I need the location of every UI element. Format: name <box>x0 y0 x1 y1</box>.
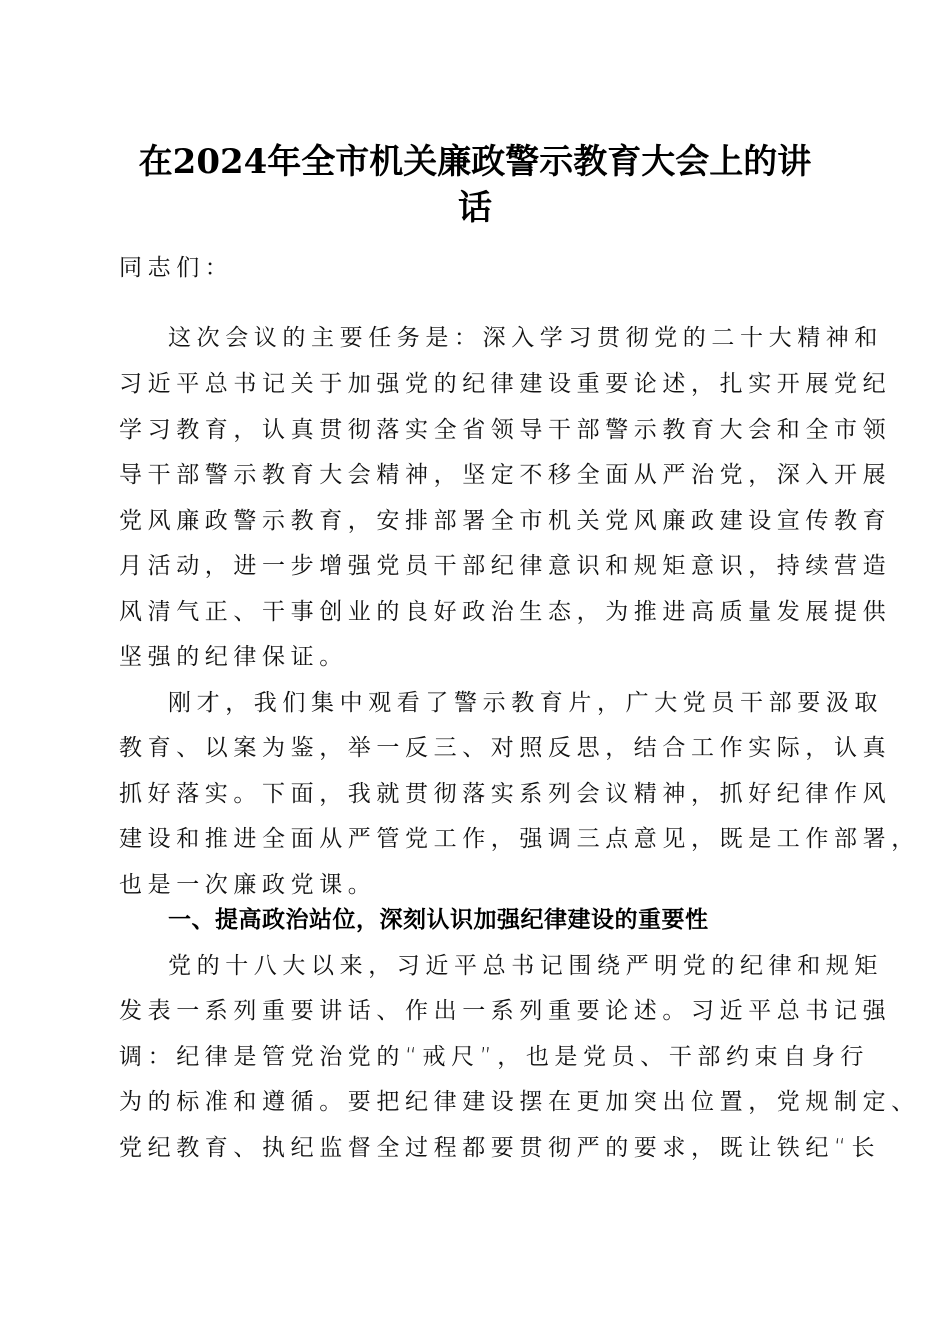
salutation: 同志们： <box>119 255 234 281</box>
section-1-line-1: 党的十八大以来，习近平总书记围绕严明党的纪律和规矩 <box>168 953 883 979</box>
document-title-line-1: 在2024年全市机关廉政警示教育大会上的讲 <box>138 142 812 182</box>
document-title-line-2: 话 <box>458 188 492 228</box>
paragraph-1-line-3: 学习教育，认真贯彻落实全省领导干部警示教育大会和全市领 <box>119 417 892 443</box>
paragraph-1-line-8: 坚强的纪律保证。 <box>119 644 348 670</box>
paragraph-1-line-5: 党风廉政警示教育，安排部署全市机关党风廉政建设宣传教育 <box>119 508 892 534</box>
paragraph-1-line-7: 风清气正、干事创业的良好政治生态，为推进高质量发展提供 <box>119 599 892 625</box>
paragraph-2-line-3: 抓好落实。下面，我就贯彻落实系列会议精神，抓好纪律作风 <box>119 781 892 807</box>
paragraph-2-line-2: 教育、以案为鉴，举一反三、对照反思，结合工作实际，认真 <box>119 735 892 761</box>
section-1-line-3: 调：纪律是管党治党的“戒尺”，也是党员、干部约束自身行 <box>119 1044 870 1070</box>
section-1-line-2: 发表一系列重要讲话、作出一系列重要论述。习近平总书记强 <box>119 998 892 1024</box>
section-heading-1: 一、提高政治站位，深刻认识加强纪律建设的重要性 <box>168 907 709 933</box>
paragraph-1-line-4: 导干部警示教育大会精神，坚定不移全面从严治党，深入开展 <box>119 462 892 488</box>
paragraph-1-line-2: 习近平总书记关于加强党的纪律建设重要论述，扎实开展党纪 <box>119 371 892 397</box>
paragraph-2-line-4: 建设和推进全面从严管党工作，强调三点意见，既是工作部署， <box>119 826 920 852</box>
paragraph-1-line-6: 月活动，进一步增强党员干部纪律意识和规矩意识，持续营造 <box>119 553 892 579</box>
paragraph-2-line-1: 刚才，我们集中观看了警示教育片，广大党员干部要汲取 <box>168 690 883 716</box>
section-1-line-5: 党纪教育、执纪监督全过程都要贯彻严的要求，既让铁纪“长 <box>119 1135 881 1161</box>
section-1-line-4: 为的标准和遵循。要把纪律建设摆在更加突出位置，党规制定、 <box>119 1089 920 1115</box>
paragraph-1-line-1: 这次会议的主要任务是：深入学习贯彻党的二十大精神和 <box>168 325 883 351</box>
paragraph-2-line-5: 也是一次廉政党课。 <box>119 872 377 898</box>
